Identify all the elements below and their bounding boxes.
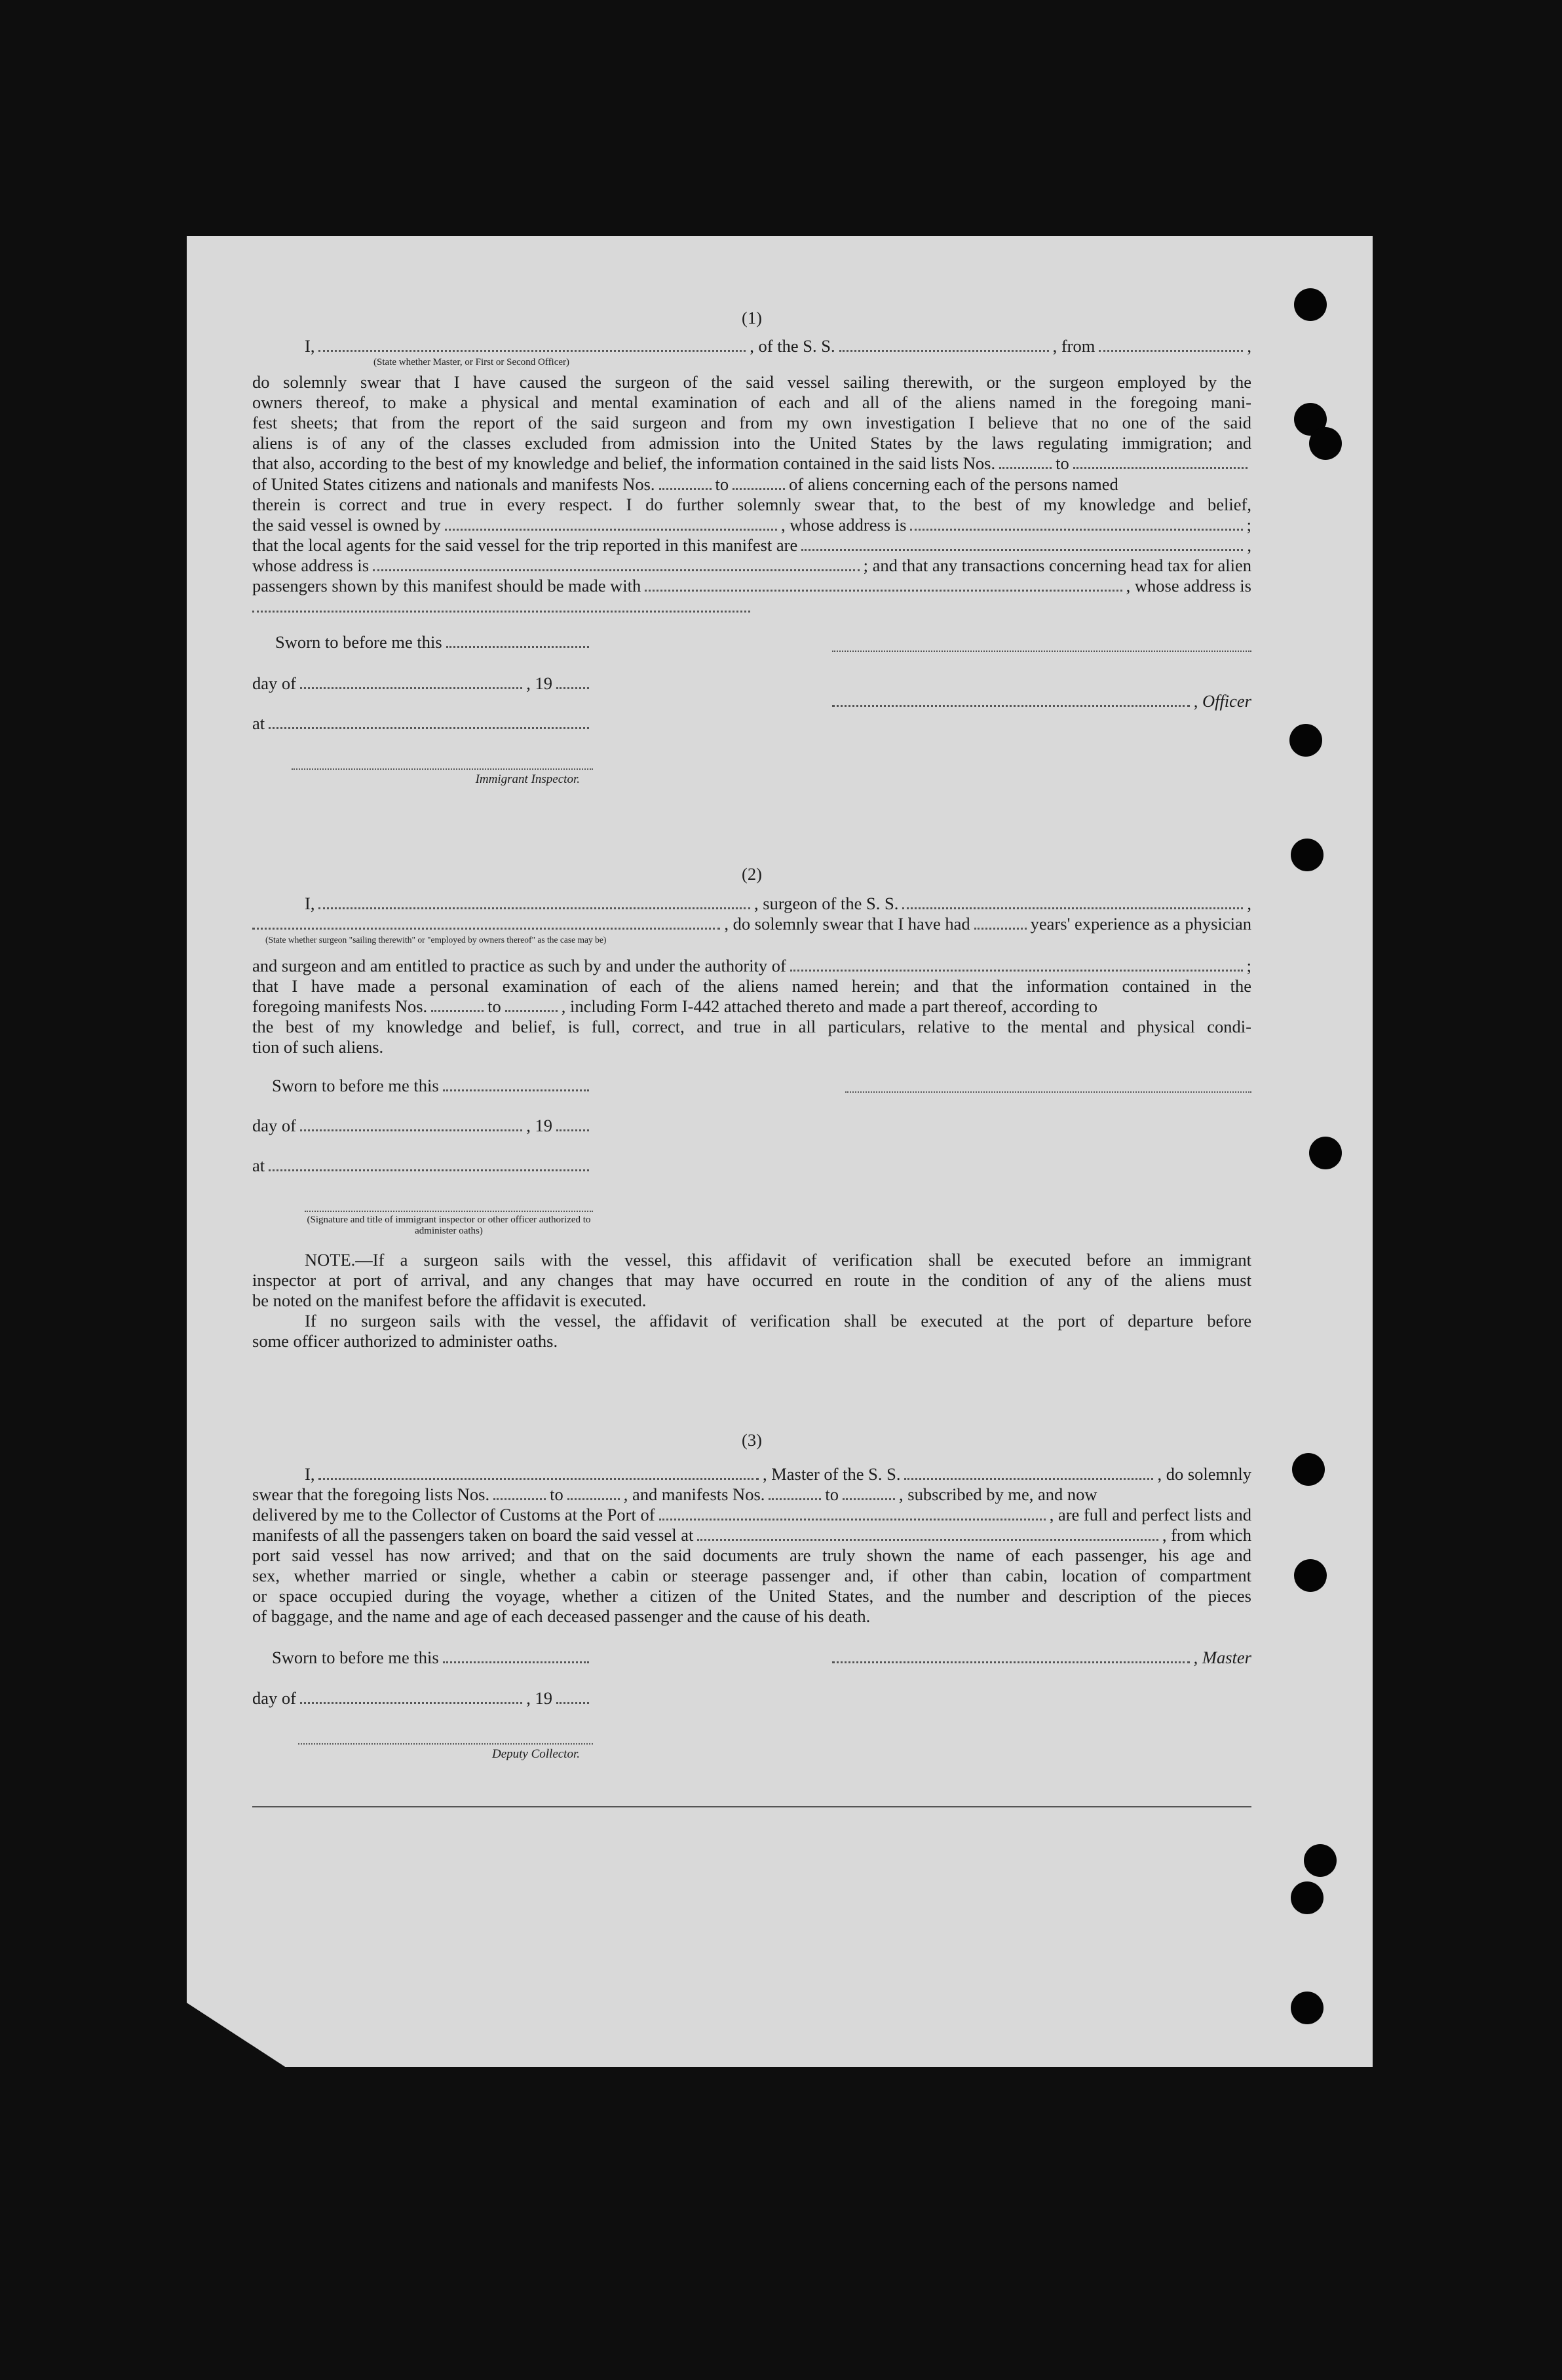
text: I, [305, 1464, 315, 1484]
blank-field[interactable] [318, 1464, 758, 1479]
text-line: the best of my knowledge and belief, is full, correct, and true in all particulars, relative to the mental and physical condi- [252, 1016, 1251, 1036]
blank-field[interactable] [318, 894, 750, 909]
blank-field[interactable] [843, 1484, 895, 1500]
form-line [252, 556, 1251, 576]
text: whose address is [252, 556, 370, 576]
signature-line[interactable] [298, 1731, 593, 1745]
form-line [252, 1076, 593, 1096]
section-number: (3) [742, 1430, 762, 1450]
text: day of [252, 1688, 296, 1708]
note-line: NOTE.—If a surgeon sails with the vessel, this affidavit of verification shall be executed before an immigrant [305, 1250, 1251, 1270]
form-line [252, 673, 593, 694]
blank-field[interactable] [790, 955, 1243, 971]
blank-field[interactable] [443, 1076, 589, 1091]
form-line [252, 1464, 1251, 1484]
text: , of the S. S. [750, 336, 835, 356]
text: , from [1052, 336, 1095, 356]
text: , 19 [526, 673, 552, 693]
blank-field[interactable] [999, 453, 1052, 469]
blank-field[interactable] [252, 596, 750, 612]
text-line: or space occupied during the voyage, whether a citizen of the United States, and the number and description of the pieces [252, 1586, 1251, 1606]
text: at [252, 1156, 265, 1176]
blank-field[interactable] [567, 1484, 620, 1500]
punch-hole [1309, 427, 1342, 460]
text: of aliens concerning each of the persons named [789, 474, 1118, 494]
signer-title: Deputy Collector. [491, 1747, 580, 1761]
form-line [252, 632, 593, 652]
signature-line[interactable] [845, 1080, 1251, 1093]
text: the said vessel is owned by [252, 514, 441, 535]
text-line: fest sheets; that from the report of the said surgeon and from my own investigation I believe that no one of the said [252, 413, 1251, 433]
text: day of [252, 673, 296, 693]
text: , are full and perfect lists and [1049, 1504, 1251, 1524]
blank-field[interactable] [269, 713, 589, 729]
text: to [715, 474, 729, 494]
text: , do solemnly swear that I have had [724, 914, 970, 934]
form-line [252, 1648, 593, 1668]
jurat [252, 1076, 593, 1237]
blank-field[interactable] [300, 673, 522, 689]
section-master-affidavit [252, 308, 1251, 785]
form-line [252, 474, 1251, 494]
text: , and manifests Nos. [623, 1484, 765, 1504]
text: manifests of all the passengers taken on board the said vessel at [252, 1525, 694, 1545]
form-line [252, 596, 1251, 612]
text: , [1247, 336, 1251, 356]
signature-line[interactable] [832, 1648, 1190, 1663]
form-line [252, 1505, 1251, 1525]
form-line [252, 336, 1251, 356]
punch-hole [1304, 1844, 1337, 1877]
section-number: (2) [742, 864, 762, 884]
signer-title: , Master [1193, 1648, 1251, 1668]
note-line: inspector at port of arrival, and any changes that may have occurred en route in the condition of any of the aliens must [252, 1270, 1251, 1291]
form-line [252, 576, 1251, 596]
text: that also, according to the best of my knowledge and belief, the information contained in the said lists Nos. [252, 453, 996, 474]
text: to [487, 996, 501, 1016]
form-line [252, 894, 1251, 914]
text: , 19 [526, 1116, 552, 1136]
blank-field[interactable] [659, 474, 712, 489]
form-line [252, 1688, 593, 1708]
punch-hole [1289, 724, 1322, 757]
blank-field[interactable] [910, 515, 1242, 531]
signature-block [252, 632, 1251, 786]
blank-field[interactable] [733, 474, 785, 489]
text: and surgeon and am entitled to practice as such by and under the authority of [252, 955, 786, 975]
text-line: of baggage, and the name and age of each deceased passenger and the cause of his death. [252, 1606, 871, 1627]
divider [252, 1806, 1251, 1807]
text: , [1247, 535, 1251, 555]
blank-field[interactable] [1073, 453, 1248, 469]
form-line [252, 955, 1251, 975]
text: at [252, 713, 265, 734]
punch-hole [1309, 1137, 1342, 1169]
form-line [252, 1156, 593, 1176]
jurat [252, 632, 593, 786]
note-line: be noted on the manifest before the affidavit is executed. [252, 1291, 647, 1311]
master-signature [832, 1648, 1251, 1760]
blank-field[interactable] [446, 632, 589, 648]
blank-field[interactable] [839, 336, 1049, 352]
form-line [252, 996, 1251, 1017]
form-line [252, 535, 1251, 556]
blank-field[interactable] [902, 894, 1243, 909]
text: passengers shown by this manifest should be made with [252, 576, 641, 596]
blank-field[interactable] [769, 1484, 821, 1500]
punch-hole [1294, 1559, 1327, 1592]
text: to [550, 1484, 563, 1504]
blank-field[interactable] [904, 1464, 1153, 1479]
blank-field[interactable] [556, 673, 589, 689]
section-surgeon-affidavit [252, 864, 1251, 1351]
text: , including Form I-442 attached thereto and made a part thereof, according to [561, 996, 1098, 1016]
form-line [252, 1484, 1251, 1505]
form-line [832, 691, 1251, 711]
punch-hole [1292, 1453, 1325, 1486]
blank-field[interactable] [697, 1525, 1158, 1541]
text: of United States citizens and nationals and manifests Nos. [252, 474, 655, 494]
text: Sworn to before me this [272, 1076, 439, 1095]
punch-hole [1291, 1881, 1324, 1914]
text: to [825, 1484, 839, 1504]
field-note: (State whether Master, or First or Second Officer) [373, 357, 570, 368]
text: ; [1246, 955, 1251, 975]
text-line: aliens is of any of the classes excluded from admission into the United States by the laws regulating immigration; and [252, 433, 1251, 453]
note-line: If no surgeon sails with the vessel, the affidavit of verification shall be executed at the port of departure before [305, 1311, 1251, 1331]
signature-line[interactable] [292, 757, 593, 770]
form-line [252, 713, 593, 734]
blank-field[interactable] [1099, 336, 1243, 352]
affidavit-form [252, 308, 1251, 1807]
text: Sworn to before me this [272, 1648, 439, 1668]
blank-field[interactable] [300, 1688, 522, 1703]
text-line: do solemnly swear that I have caused the surgeon of the said vessel sailing therewith, or the surgeon employed by the [252, 372, 1251, 392]
form-line [252, 914, 1251, 934]
text: , whose address is [781, 514, 907, 535]
signature-note: (Signature and title of immigrant inspector or other officer authorized to administer oaths) [307, 1215, 591, 1237]
text: that the local agents for the said vessel for the trip reported in this manifest are [252, 535, 798, 555]
form-line [252, 453, 1251, 474]
text-line: sex, whether married or single, whether a cabin or steerage passenger and, if other than cabin, location of compartment [252, 1566, 1251, 1586]
blank-field[interactable] [493, 1484, 546, 1500]
text: , [1247, 894, 1251, 914]
blank-field[interactable] [443, 1648, 589, 1663]
text: delivered by me to the Collector of Customs at the Port of [252, 1504, 655, 1524]
signer-title: Immigrant Inspector. [475, 772, 580, 787]
blank-field[interactable] [300, 1116, 522, 1131]
text: foregoing manifests Nos. [252, 996, 428, 1016]
signer-title: , Officer [1193, 690, 1251, 711]
blank-field[interactable] [318, 336, 746, 352]
text-line: tion of such aliens. [252, 1036, 384, 1057]
blank-field[interactable] [659, 1505, 1046, 1521]
signature-line[interactable] [305, 1199, 593, 1212]
text: I, [305, 336, 315, 356]
text: day of [252, 1116, 296, 1136]
blank-field[interactable] [645, 576, 1122, 592]
blank-field[interactable] [373, 556, 860, 571]
punch-hole [1291, 1992, 1324, 2024]
jurat [252, 1648, 593, 1760]
signature-line[interactable] [832, 691, 1190, 707]
punch-hole [1294, 288, 1327, 321]
text-line: therein is correct and true in every respect. I do further solemnly swear that, to the best of my knowledge and belief, [252, 494, 1251, 514]
section-number: (1) [742, 308, 762, 328]
text: , do solemnly [1157, 1464, 1251, 1484]
blank-field[interactable] [431, 996, 484, 1012]
text: I, [305, 894, 315, 914]
field-note: (State whether surgeon "sailing therewith" or "employed by owners thereof" as the case may be) [265, 935, 607, 945]
officer-signature [832, 632, 1251, 786]
text: ; [1246, 514, 1251, 535]
signature-block [252, 1648, 1251, 1760]
blank-field[interactable] [252, 914, 720, 930]
section-master-oath [252, 1430, 1251, 1807]
form-line [832, 1648, 1251, 1668]
text: to [1056, 453, 1069, 474]
text-line: that I have made a personal examination of each of the aliens named herein; and that the information contained in the [252, 975, 1251, 996]
text: , from which [1162, 1525, 1251, 1545]
blank-field[interactable] [801, 535, 1243, 551]
text: swear that the foregoing lists Nos. [252, 1484, 490, 1504]
form-line [252, 515, 1251, 535]
text: , surgeon of the S. S. [754, 894, 899, 914]
blank-field[interactable] [445, 515, 777, 531]
text: , 19 [526, 1688, 552, 1708]
signature-block [252, 1076, 1251, 1237]
text-line: port said vessel has now arrived; and that on the said documents are truly shown the name of each passenger, his age and [252, 1545, 1251, 1566]
text-line: owners thereof, to make a physical and mental examination of each and all of the aliens named in the foregoing mani- [252, 392, 1251, 413]
signature-line[interactable] [832, 639, 1251, 652]
form-line [252, 1525, 1251, 1545]
text: , Master of the S. S. [762, 1464, 901, 1484]
text: , whose address is [1126, 576, 1251, 596]
blank-field[interactable] [505, 996, 558, 1012]
text: ; and that any transactions concerning head tax for alien [863, 556, 1251, 576]
blank-field[interactable] [556, 1116, 589, 1131]
blank-field[interactable] [556, 1688, 589, 1703]
text: Sworn to before me this [275, 632, 442, 652]
surgeon-signature [832, 1076, 1251, 1237]
form-line [252, 1116, 593, 1136]
note-line: some officer authorized to administer oaths. [252, 1331, 558, 1351]
text: years' experience as a physician [1030, 914, 1251, 934]
punch-hole [1291, 839, 1324, 871]
text: , subscribed by me, and now [899, 1484, 1097, 1504]
blank-field[interactable] [974, 914, 1027, 930]
blank-field[interactable] [269, 1156, 589, 1171]
